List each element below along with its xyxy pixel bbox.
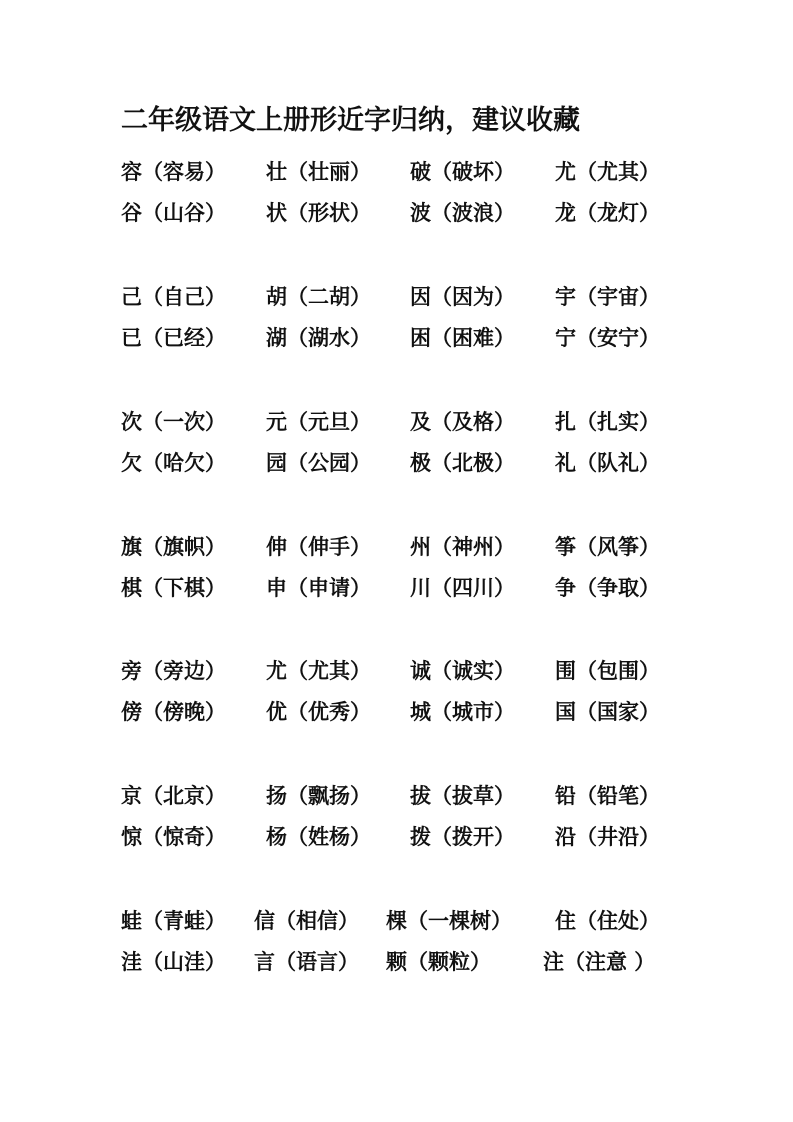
- word-pair: 状（形状）: [266, 201, 371, 225]
- word-pair: 争（争取）: [555, 576, 660, 600]
- word-pair: 壮（壮丽）: [266, 160, 371, 184]
- word-pair: 龙（龙灯）: [555, 201, 660, 225]
- word-pair: 川（四川）: [410, 576, 515, 600]
- word-pair: 容（容易）: [121, 160, 226, 184]
- word-row: [0, 697, 793, 727]
- word-pair: 礼（队礼）: [555, 451, 660, 475]
- word-pair: 拨（拨开）: [410, 825, 515, 849]
- word-pair: 筝（风筝）: [555, 535, 660, 559]
- word-pair: 洼（山洼）: [121, 950, 226, 974]
- word-pair: 优（优秀）: [266, 700, 371, 724]
- word-pair: 尤（尤其）: [555, 160, 660, 184]
- word-row: [0, 407, 793, 437]
- word-pair: 胡（二胡）: [266, 285, 371, 309]
- word-pair: 旗（旗帜）: [121, 535, 226, 559]
- word-pair: 元（元旦）: [266, 410, 371, 434]
- word-pair: 困（困难）: [410, 326, 515, 350]
- word-pair: 蛙（青蛙）: [121, 909, 226, 933]
- page-title: 二年级语文上册形近字归纳，建议收藏: [121, 105, 580, 136]
- word-row: [0, 198, 793, 228]
- word-pair: 棵（一棵树）: [386, 909, 512, 933]
- word-pair: 言（语言）: [254, 950, 359, 974]
- word-pair: 铅（铅笔）: [555, 784, 660, 808]
- word-pair: 傍（傍晚）: [121, 700, 226, 724]
- word-pair: 及（及格）: [410, 410, 515, 434]
- word-pair: 城（城市）: [410, 700, 515, 724]
- word-pair: 尤（尤其）: [266, 659, 371, 683]
- word-pair: 谷（山谷）: [121, 201, 226, 225]
- word-pair: 旁（旁边）: [121, 659, 226, 683]
- word-pair: 已（已经）: [121, 326, 226, 350]
- word-pair: 因（因为）: [410, 285, 515, 309]
- word-pair: 住（住处）: [555, 909, 660, 933]
- word-pair: 注（注意 ）: [543, 950, 656, 974]
- word-pair: 伸（伸手）: [266, 535, 371, 559]
- word-row: [0, 781, 793, 811]
- word-pair: 拔（拔草）: [410, 784, 515, 808]
- word-pair: 诚（诚实）: [410, 659, 515, 683]
- word-pair: 宇（宇宙）: [555, 285, 660, 309]
- word-row: [0, 656, 793, 686]
- word-pair: 宁（安宁）: [555, 326, 660, 350]
- word-pair: 京（北京）: [121, 784, 226, 808]
- word-row: [0, 947, 793, 977]
- word-pair: 颗（颗粒）: [386, 950, 491, 974]
- word-pair: 己（自己）: [121, 285, 226, 309]
- word-row: [0, 448, 793, 478]
- word-pair: 次（一次）: [121, 410, 226, 434]
- word-pair: 信（相信）: [254, 909, 359, 933]
- word-pair: 沿（井沿）: [555, 825, 660, 849]
- word-row: [0, 573, 793, 603]
- word-row: [0, 282, 793, 312]
- word-pair: 湖（湖水）: [266, 326, 371, 350]
- word-pair: 杨（姓杨）: [266, 825, 371, 849]
- word-pair: 惊（惊奇）: [121, 825, 226, 849]
- word-pair: 欠（哈欠）: [121, 451, 226, 475]
- word-pair: 波（波浪）: [410, 201, 515, 225]
- word-row: [0, 532, 793, 562]
- word-row: [0, 906, 793, 936]
- word-row: [0, 157, 793, 187]
- word-pair: 极（北极）: [410, 451, 515, 475]
- word-pair: 园（公园）: [266, 451, 371, 475]
- word-pair: 州（神州）: [410, 535, 515, 559]
- word-pair: 国（国家）: [555, 700, 660, 724]
- word-pair: 扎（扎实）: [555, 410, 660, 434]
- word-pair: 扬（飘扬）: [266, 784, 371, 808]
- word-row: [0, 323, 793, 353]
- word-pair: 围（包围）: [555, 659, 660, 683]
- word-pair: 破（破坏）: [410, 160, 515, 184]
- word-pair: 申（申请）: [266, 576, 371, 600]
- word-pair: 棋（下棋）: [121, 576, 226, 600]
- word-row: [0, 822, 793, 852]
